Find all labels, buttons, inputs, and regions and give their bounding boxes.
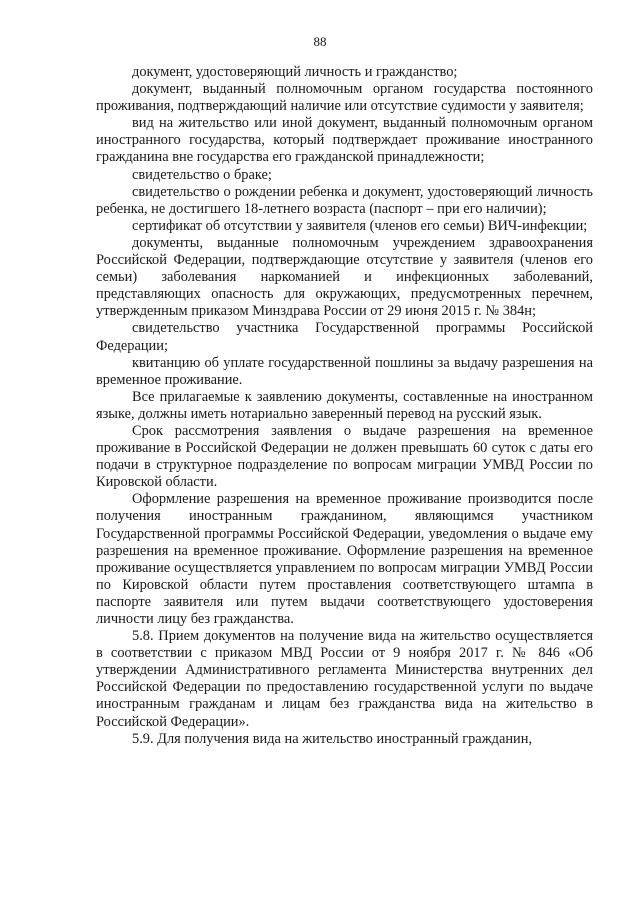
- paragraph-permit-processing: Оформление разрешения на временное проживание производится после получения иностранным гражданином, являющимся участником Государственной программы Российской Федерации, уведомления о выдаче ему разрешения на временное проживание. Оформление разрешения на временное проживание осуществляется управлением по вопросам миграции УМВД России по Кировской области путем проставления соответствующего штампа в паспорте заявителя или путем выдачи соответствующего удостоверения личности лицу без гражданства.: [96, 491, 593, 627]
- paragraph-medical-documents: документы, выданные полномочным учреждением здравоохранения Российской Федерации, подтверждающие отсутствие у заявителя (членов его семьи) заболевания наркоманией и инфекционных заболеваний, представляющих опасность для окружающих, предусмотренных перечнем, утвержденным приказом Минздрава России от 29 июня 2015 г. № 384н;: [96, 234, 593, 320]
- paragraph-section-5-8: 5.8. Прием документов на получение вида на жительство осуществляется в соответствии с приказом МВД России от 9 ноября 2017 г. № 846 «Об утверждении Административного регламента Министерства внутренних дел Российской Федерации по предоставлению государственной услуги по выдаче иностранным гражданам и лицам без гражданства вида на жительство в Российской Федерации».: [96, 628, 593, 730]
- paragraph-criminal-record-document: документ, выданный полномочным органом государства постоянного проживания, подтверждающий наличие или отсутствие судимости у заявителя;: [96, 81, 593, 115]
- paragraph-identity-document: документ, удостоверяющий личность и гражданство;: [132, 64, 458, 80]
- paragraph-hiv-certificate: сертификат об отсутствии у заявителя (членов его семьи) ВИЧ-инфекции;: [132, 217, 588, 234]
- paragraph-program-participant-certificate: свидетельство участника Государственной программы Российской Федерации;: [96, 320, 593, 354]
- paragraph-translation-requirement: Все прилагаемые к заявлению документы, составленные на иностранном языке, должны иметь нотариально заверенный перевод на русский язык.: [96, 388, 593, 422]
- paragraph-review-period: Срок рассмотрения заявления о выдаче разрешения на временное проживание в Российской Федерации не должен превышать 60 суток с даты его подачи в структурное подразделение по вопросам миграции УМВД России по Кировской области.: [96, 422, 593, 491]
- paragraph-child-birth-certificate: свидетельство о рождении ребенка и документ, удостоверяющий личность ребенка, не достигшего 18-летнего возраста (паспорт – при его наличии);: [96, 183, 593, 217]
- paragraph-state-fee-receipt: квитанцию об уплате государственной пошлины за выдачу разрешения на временное проживание.: [96, 354, 593, 388]
- paragraph-residence-permit-abroad: вид на жительство или иной документ, выданный полномочным органом иностранного государства, который подтверждает проживание иностранного гражданина вне государства его гражданской принадлежности;: [96, 115, 593, 166]
- document-body: [96, 64, 593, 748]
- paragraph-section-5-9: 5.9. Для получения вида на жительство иностранный гражданин,: [132, 730, 533, 747]
- page-number: 88: [313, 34, 327, 49]
- paragraph-marriage-certificate: свидетельство о браке;: [132, 166, 272, 183]
